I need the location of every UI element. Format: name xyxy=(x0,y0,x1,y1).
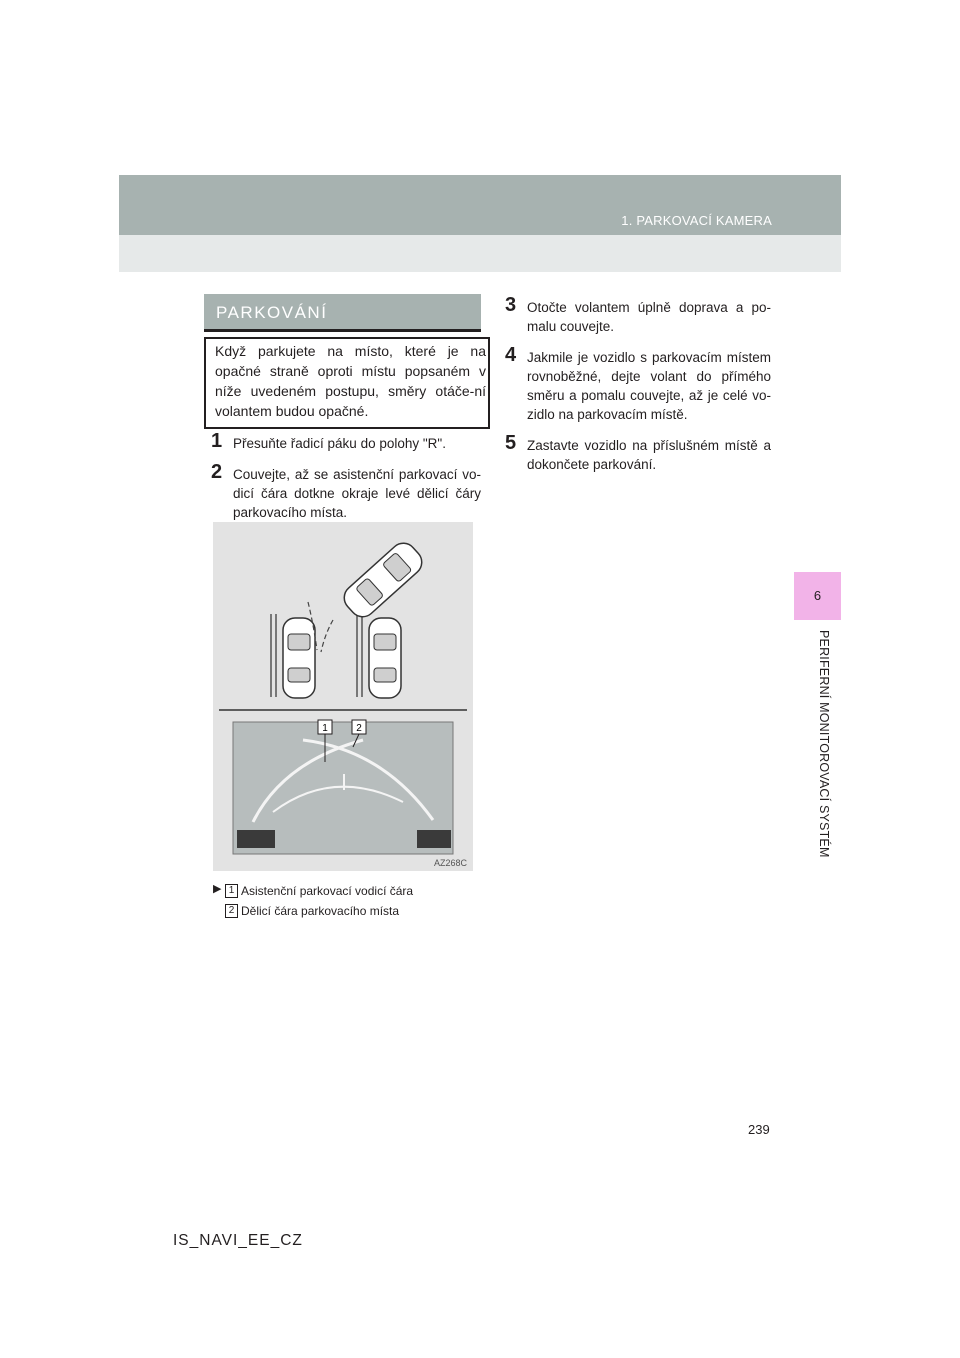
callout-1: 1 xyxy=(322,723,328,734)
step-5 xyxy=(505,432,771,474)
step-1 xyxy=(211,430,481,453)
document-code: IS_NAVI_EE_CZ xyxy=(173,1232,303,1249)
legend-marker: 2 xyxy=(225,904,238,918)
bullet-arrow-icon: ▶ xyxy=(213,883,222,895)
chapter-tab xyxy=(794,572,841,620)
parked-car-left xyxy=(283,618,315,698)
step-4 xyxy=(505,344,771,424)
chapter-number: 6 xyxy=(813,588,822,603)
page-number: 239 xyxy=(748,1122,770,1137)
step-number: 3 xyxy=(505,294,517,316)
legend-marker: 1 xyxy=(225,884,238,898)
header-bar xyxy=(119,175,841,235)
step-number: 2 xyxy=(211,461,223,483)
step-text: Couvejte, až se asistenční parkovací vo-dicí čára dotkne okraje levé dělicí čáry parkovacího místa. xyxy=(233,467,481,520)
section-title: PARKOVÁNÍ xyxy=(216,303,328,322)
step-text: Otočte volantem úplně doprava a po-malu couvejte. xyxy=(527,300,771,334)
step-3 xyxy=(505,294,771,336)
header-title: 1. PARKOVACÍ KAMERA xyxy=(621,213,772,228)
parking-illustration xyxy=(213,522,473,871)
callout-2: 2 xyxy=(356,723,362,734)
step-text: Zastavte vozidlo na příslušném místě a dokončete parkování. xyxy=(527,438,771,472)
section-heading xyxy=(204,294,481,332)
step-number: 4 xyxy=(505,344,517,366)
steps-left xyxy=(211,430,481,534)
figure-code: AZ268C xyxy=(433,858,467,868)
step-2 xyxy=(211,461,481,522)
legend-text: Dělicí čára parkovacího místa xyxy=(241,904,400,918)
step-number: 5 xyxy=(505,432,517,454)
step-number: 1 xyxy=(211,430,223,452)
step-text: Přesuňte řadicí páku do polohy "R". xyxy=(233,436,446,451)
step-text: Jakmile je vozidlo s parkovacím místem rovnoběžné, dejte volant do přímého směru a pomalu couvejte, až je celé vo-zidlo na parkovacím místě. xyxy=(527,350,771,422)
steps-right xyxy=(505,294,771,486)
parking-figure xyxy=(213,522,473,871)
legend-text: Asistenční parkovací vodicí čára xyxy=(241,884,414,898)
note-box: Když parkujete na místo, které je na opačné straně oproti místu popsaném v níže uvedeném postupu, směry otáče-ní volantem budou opačné. xyxy=(204,337,490,429)
parked-car-right xyxy=(369,618,401,698)
chapter-label: PERIFERNÍ MONITOROVACÍ SYSTÉM xyxy=(817,630,831,858)
